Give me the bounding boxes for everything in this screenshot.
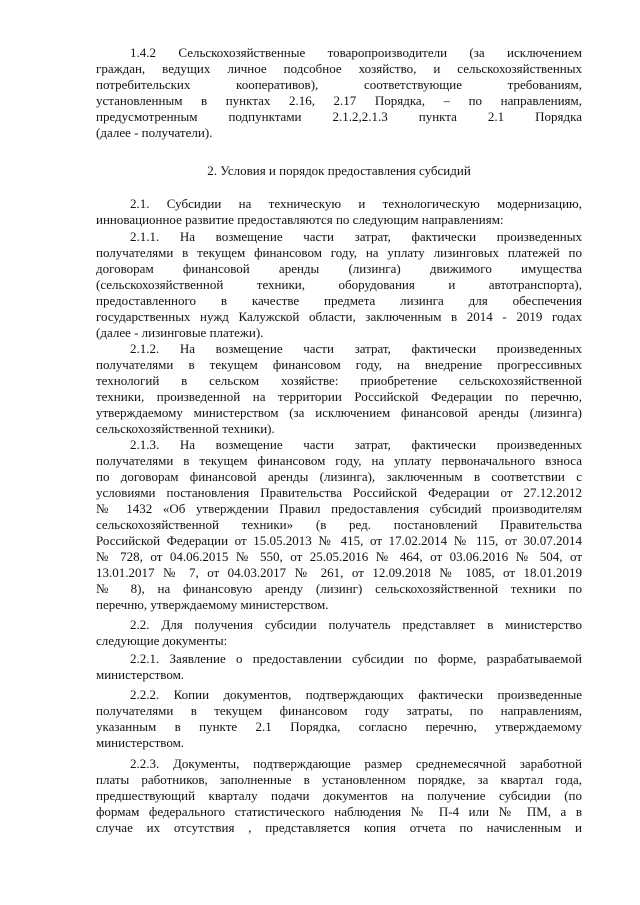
paragraph-2-1-2-line: 2.1.2. На возмещение части затрат, фактически произведенных xyxy=(130,341,582,356)
paragraph-2-1-2-line: технологий в сельском хозяйстве: приобретение сельскохозяйственной xyxy=(96,373,582,388)
paragraph-2-1-3-line: № 8), на финансовую аренду (лизинг) сельскохозяйственной техники по xyxy=(96,581,582,596)
paragraph-2-1-3-line: условиями постановления Правительства Российской Федерации от 27.12.2012 xyxy=(96,485,582,500)
paragraph-2-1-1-line: государственных нужд Калужской области, заключенным в 2014 - 2019 годах xyxy=(96,309,582,324)
paragraph-2-1-2-line: техники, произведенной на территории Российской Федерации по перечню, xyxy=(96,389,582,404)
paragraph-2-1-2-line: утверждаемому министерством (за исключением финансовой аренды (лизинга) xyxy=(96,405,582,420)
paragraph-2-2-3-line: предшествующий кварталу подачи документов на получение субсидии (по xyxy=(96,788,582,803)
paragraph-2-1-3-line: по договорам финансовой аренды (лизинга), заключенным в соответствии с xyxy=(96,469,582,484)
paragraph-2-1-3-line: № 1432 «Об утверждении Правил предоставления субсидий производителям xyxy=(96,501,582,516)
paragraph-2-1-2-line: сельскохозяйственной техники). xyxy=(96,421,275,436)
section-heading: 2. Условия и порядок предоставления субсидий xyxy=(207,163,471,178)
paragraph-2-1-1-line: (далее - лизинговые платежи). xyxy=(96,325,264,340)
paragraph-2-2-line: следующие документы: xyxy=(96,633,228,648)
paragraph-2-2-2-line: 2.2.2. Копии документов, подтверждающих фактически произведенные xyxy=(130,687,582,702)
paragraph-1-4-2-line: (далее - получатели). xyxy=(96,125,213,140)
paragraph-2-1-3-line: перечню, утверждаемому министерством. xyxy=(96,597,329,612)
paragraph-1-4-2-line: 1.4.2 Сельскохозяйственные товаропроизводители (за исключением xyxy=(130,45,582,60)
paragraph-2-1-1-line: предоставленного в качестве предмета лизинга для обеспечения xyxy=(96,293,582,308)
paragraph-2-1-1-line: 2.1.1. На возмещение части затрат, фактически произведенных xyxy=(130,229,582,244)
paragraph-2-1-3-line: 2.1.3. На возмещение части затрат, фактически произведенных xyxy=(130,437,582,452)
paragraph-2-1-3-line: 13.01.2017 № 7, от 04.03.2017 № 261, от 12.09.2018 № 1085, от 18.01.2019 xyxy=(96,565,582,580)
paragraph-2-2-1-line: министерством. xyxy=(96,667,185,682)
paragraph-2-2-1-line: 2.2.1. Заявление о предоставлении субсидии по форме, разрабатываемой xyxy=(130,651,582,666)
paragraph-1-4-2-line: потребительских кооперативов), соответствующие требованиям, xyxy=(96,77,582,92)
paragraph-2-2-3-line: платы работников, заполненные в установленном порядке, за квартал года, xyxy=(96,772,582,787)
paragraph-2-1-1-line: договорам финансовой аренды (лизинга) движимого имущества xyxy=(96,261,582,276)
paragraph-2-2-3-line: формам федерального статистического наблюдения № П-4 или № ПМ, а в xyxy=(96,804,582,819)
paragraph-2-1-2-line: получателями в текущем финансовом году, на внедрение прогрессивных xyxy=(96,357,582,372)
paragraph-1-4-2-line: установленным в пунктах 2.16, 2.17 Порядка, – по направлениям, xyxy=(96,93,582,108)
paragraph-2-1-1-line: получателями в текущем финансовом году, на уплату лизинговых платежей по xyxy=(96,245,582,260)
paragraph-2-1-line: 2.1. Субсидии на техническую и технологическую модернизацию, xyxy=(130,196,582,211)
paragraph-1-4-2-line: предусмотренным подпунктами 2.1.2,2.1.3 пункта 2.1 Порядка xyxy=(96,109,582,124)
paragraph-2-2-2-line: указанным в пункте 2.1 Порядка, согласно перечню, утверждаемому xyxy=(96,719,582,734)
paragraph-2-1-3-line: получателями в текущем финансовом году, на уплату первоначального взноса xyxy=(96,453,582,468)
paragraph-2-2-line: 2.2. Для получения субсидии получатель представляет в министерство xyxy=(130,617,582,632)
paragraph-2-1-3-line: Российской Федерации от 15.05.2013 № 415, от 17.02.2014 № 115, от 30.07.2014 xyxy=(96,533,582,548)
paragraph-2-2-3-line: 2.2.3. Документы, подтверждающие размер среднемесячной заработной xyxy=(130,756,582,771)
paragraph-2-1-1-line: (сельскохозяйственной техники, оборудования и автотранспорта), xyxy=(96,277,582,292)
paragraph-1-4-2-line: граждан, ведущих личное подсобное хозяйство, и сельскохозяйственных xyxy=(96,61,582,76)
paragraph-2-1-line: инновационное развитие предоставляются по следующим направлениям: xyxy=(96,212,504,227)
paragraph-2-2-3-line: случае их отсутствия , представляется копия отчета по начисленным и xyxy=(96,820,582,835)
paragraph-2-2-2-line: получателями в текущем финансовом году затраты, по направлениям, xyxy=(96,703,582,718)
paragraph-2-2-2-line: министерством. xyxy=(96,735,185,750)
paragraph-2-1-3-line: № 728, от 04.06.2015 № 550, от 25.05.2016 № 464, от 03.06.2016 № 504, от xyxy=(96,549,582,564)
paragraph-2-1-3-line: сельскохозяйственной техники» (в ред. постановлений Правительства xyxy=(96,517,582,532)
